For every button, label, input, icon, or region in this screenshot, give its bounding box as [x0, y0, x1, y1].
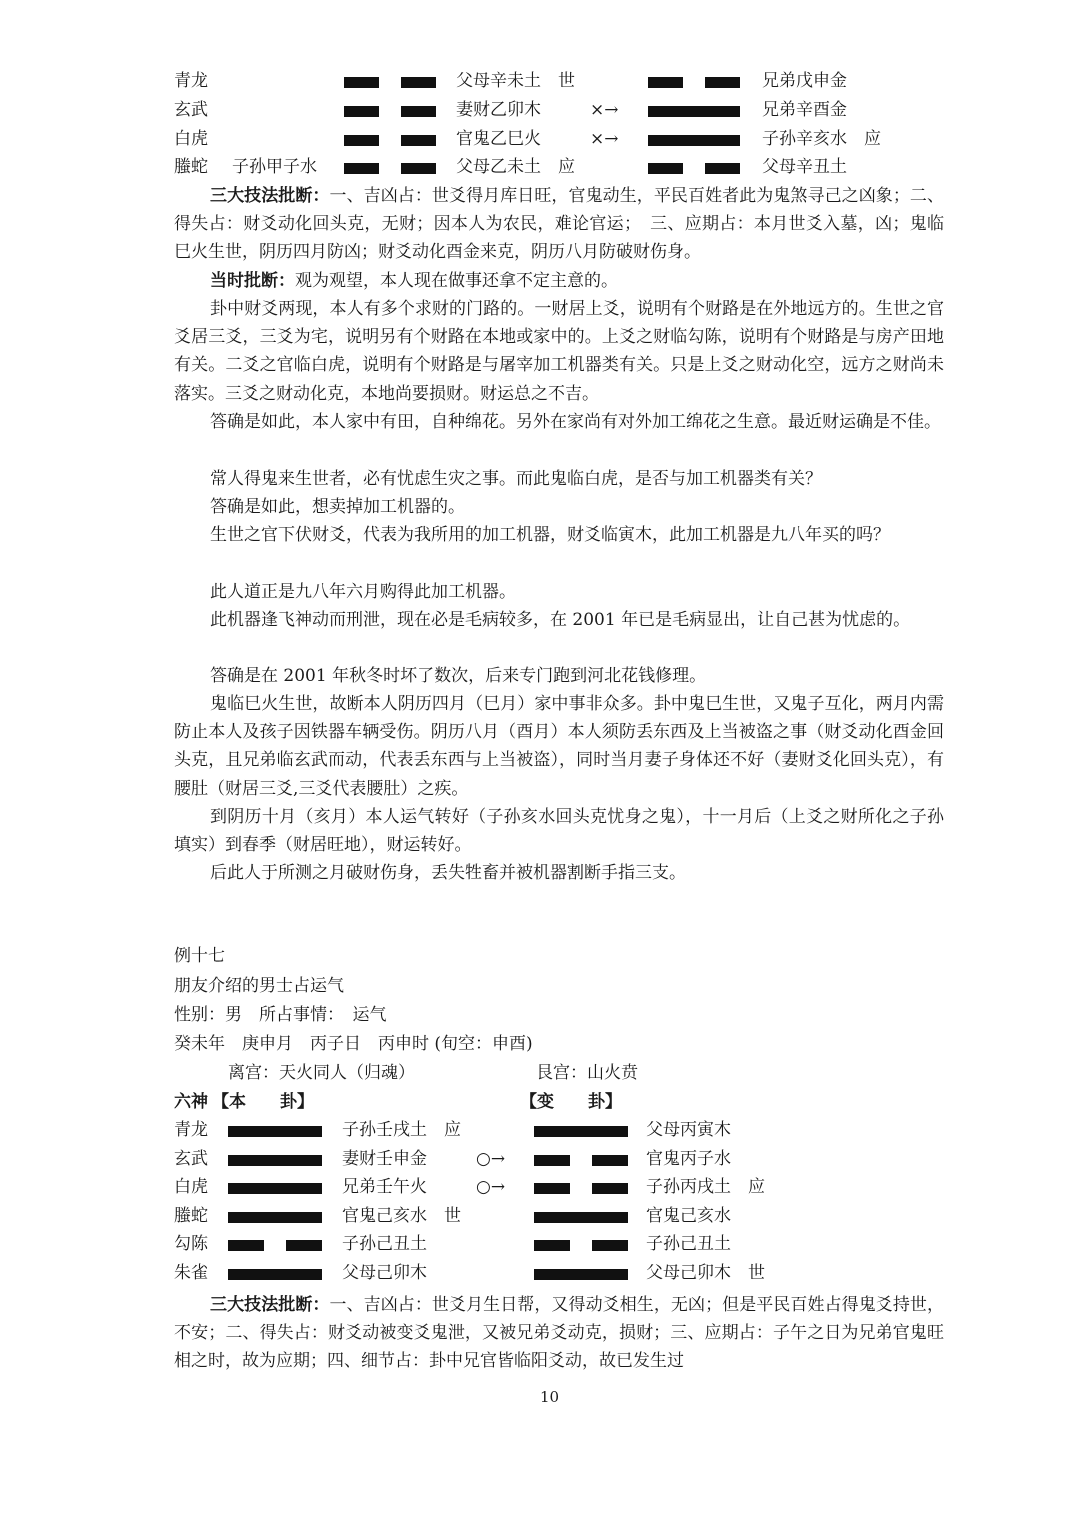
yin-line [534, 1155, 628, 1166]
changed-line-text: 父母丙寅木 [646, 1120, 731, 1140]
hidden-line-text: 子孙甲子水 [232, 157, 317, 177]
ex16-paragraph: 此人道正是九八年六月购得此加工机器。 [210, 582, 516, 602]
ex17-title: 朋友介绍的男士占运气 [174, 976, 344, 996]
ex16-paragraph: 答确是如此，想卖掉加工机器的。 [210, 497, 465, 517]
changed-line-text: 官鬼丙子水 [646, 1149, 731, 1169]
moving-mark: ×→ [590, 100, 619, 120]
moving-mark: ×→ [590, 129, 619, 149]
ex17-verdict [174, 1291, 944, 1376]
changed-line-text: 兄弟戊申金 [762, 71, 847, 91]
ex16-paragraph: 后此人于所测之月破财伤身，丢失牲畜并被机器割断手指三支。 [210, 863, 686, 883]
ex17-palace-change: 艮宫：山火贲 [536, 1063, 638, 1083]
ex16-paragraph: 常人得鬼来生世者，必有忧虑生灾之事。而此鬼临白虎，是否与加工机器类有关？ [210, 469, 822, 489]
ex17-header-base: 【本 卦】 [212, 1092, 314, 1112]
moving-mark: ○→ [476, 1149, 506, 1169]
ex17-header-gods: 六神 [174, 1092, 208, 1112]
base-line-text: 父母己卯木 [342, 1263, 427, 1283]
six-god-label: 白虎 [174, 1177, 208, 1197]
base-line-text: 子孙壬戌土 应 [342, 1120, 461, 1140]
ex16-paragraph: 鬼临巳火生世，故断本人阴历四月（巳月）家中事非众多。卦中鬼巳生世，又鬼子互化，两月内需防止本人及孩子因铁器车辆受伤。阴历八月（酉月）本人须防丢东西及上当被盗之事（财爻动化酉金回头克，且兄弟临玄武而动，代表丢东西与上当被盗），同时当月妻子身体还不好（妻财爻化回头克），有腰肚（财居三爻,三爻代表腰肚）之疾。 [174, 694, 944, 799]
yin-line [344, 106, 436, 117]
yin-line [648, 77, 740, 88]
ex17-palace-base: 离宫：天火同人（归魂） [228, 1063, 415, 1083]
base-line-text: 子孙己丑土 [342, 1234, 427, 1254]
ex16-timely-label: 当时批断： [210, 271, 295, 291]
ex17-date-line: 癸未年 庚申月 丙子日 丙申时 (旬空：申酉) [174, 1034, 533, 1054]
page-number: 10 [540, 1388, 560, 1406]
ex16-timely [174, 267, 944, 295]
yin-line [534, 1183, 628, 1194]
ex16-paragraph: 生世之官下伏财爻，代表为我所用的加工机器，财爻临寅木，此加工机器是九八年买的吗？ [210, 525, 890, 545]
six-god-label: 玄武 [174, 1149, 208, 1169]
six-god-label: 青龙 [174, 71, 208, 91]
six-god-label: 勾陈 [174, 1234, 208, 1254]
yang-line [534, 1269, 628, 1280]
moving-mark: ○→ [476, 1177, 506, 1197]
base-line-text: 官鬼己亥水 世 [342, 1206, 461, 1226]
yang-line [228, 1155, 322, 1166]
six-god-label: 白虎 [174, 129, 208, 149]
yin-line [534, 1240, 628, 1251]
base-line-text: 妻财乙卯木 [456, 100, 541, 120]
ex17-header-change: 【变 卦】 [520, 1092, 622, 1112]
yang-line [648, 135, 740, 146]
ex17-verdict-text: 一、吉凶占：世爻月生日帮，又得动爻相生，无凶；但是平民百姓占得鬼爻持世，不安；二、得失占：财爻动被变爻鬼泄，又被兄弟爻动克，损财；三、应期占：子午之日为兄弟官鬼旺相之时，故为应期；四、细节占：卦中兄官皆临阳爻动，故已发生过 [174, 1295, 944, 1372]
ex17-verdict-label: 三大技法批断： [210, 1295, 330, 1315]
changed-line-text: 官鬼己亥水 [646, 1206, 731, 1226]
ex16-timely-text: 观为观望，本人现在做事还拿不定主意的。 [295, 271, 618, 291]
base-line-text: 兄弟壬午火 [342, 1177, 427, 1197]
base-line-text: 官鬼乙巳火 [456, 129, 541, 149]
base-line-text: 父母乙未土 应 [456, 157, 575, 177]
ex17-number: 例十七 [174, 946, 225, 966]
yang-line [228, 1212, 322, 1223]
yang-line [534, 1126, 628, 1137]
ex16-paragraph: 此机器逢飞神动而刑泄，现在必是毛病较多，在 2001 年已是毛病显出，让自己甚为忧虑的。 [210, 610, 911, 630]
ex16-verdict-label: 三大技法批断： [210, 186, 330, 206]
base-line-text: 父母辛未土 世 [456, 71, 575, 91]
ex16-paragraph: 卦中财爻两现，本人有多个求财的门路的。一财居上爻，说明有个财路是在外地远方的。生世之官爻居三爻，三爻为宅，说明另有个财路在本地或家中的。上爻之财临勾陈，说明有个财路是与房产田地有关。二爻之官临白虎，说明有个财路是与屠宰加工机器类有关。只是上爻之财动化空，远方之财尚未落实。三爻之财动化克，本地尚要损财。财运总之不吉。 [174, 299, 944, 404]
ex17-gender-line: 性别：男 所占事情： 运气 [174, 1005, 387, 1025]
yin-line [344, 77, 436, 88]
six-god-label: 螣蛇 [174, 1206, 208, 1226]
changed-line-text: 子孙辛亥水 应 [762, 129, 881, 149]
yin-line [344, 163, 436, 174]
six-god-label: 玄武 [174, 100, 208, 120]
yang-line [228, 1269, 322, 1280]
yin-line [648, 163, 740, 174]
changed-line-text: 子孙丙戌土 应 [646, 1177, 765, 1197]
yin-line [228, 1240, 322, 1251]
six-god-label: 青龙 [174, 1120, 208, 1140]
six-god-label: 朱雀 [174, 1263, 208, 1283]
six-god-label: 螣蛇 [174, 157, 208, 177]
yang-line [228, 1183, 322, 1194]
changed-line-text: 子孙己丑土 [646, 1234, 731, 1254]
ex16-paragraph: 答确是如此，本人家中有田，自种绵花。另外在家尚有对外加工绵花之生意。最近财运确是不佳。 [210, 412, 941, 432]
yang-line [648, 106, 740, 117]
ex16-verdict [174, 182, 944, 267]
yang-line [534, 1212, 628, 1223]
yang-line [228, 1126, 322, 1137]
ex16-paragraph: 到阴历十月（亥月）本人运气转好（子孙亥水回头克忧身之鬼），十一月后（上爻之财所化之子孙填实）到春季（财居旺地），财运转好。 [174, 807, 944, 856]
changed-line-text: 兄弟辛酉金 [762, 100, 847, 120]
base-line-text: 妻财壬申金 [342, 1149, 427, 1169]
yin-line [344, 135, 436, 146]
ex16-verdict-text: 一、吉凶占：世爻得月库日旺，官鬼动生，平民百姓者此为鬼煞寻己之凶象；二、得失占：财爻动化回头克，无财；因本人为农民，难论官运； 三、应期占：本月世爻入墓，凶；鬼临巳火生世，阴历四月防凶；财爻动化酉金来克，阴历八月防破财伤身。 [174, 186, 944, 263]
changed-line-text: 父母辛丑土 [762, 157, 847, 177]
changed-line-text: 父母己卯木 世 [646, 1263, 765, 1283]
ex16-paragraph: 答确是在 2001 年秋冬时坏了数次，后来专门跑到河北花钱修理。 [210, 666, 707, 686]
